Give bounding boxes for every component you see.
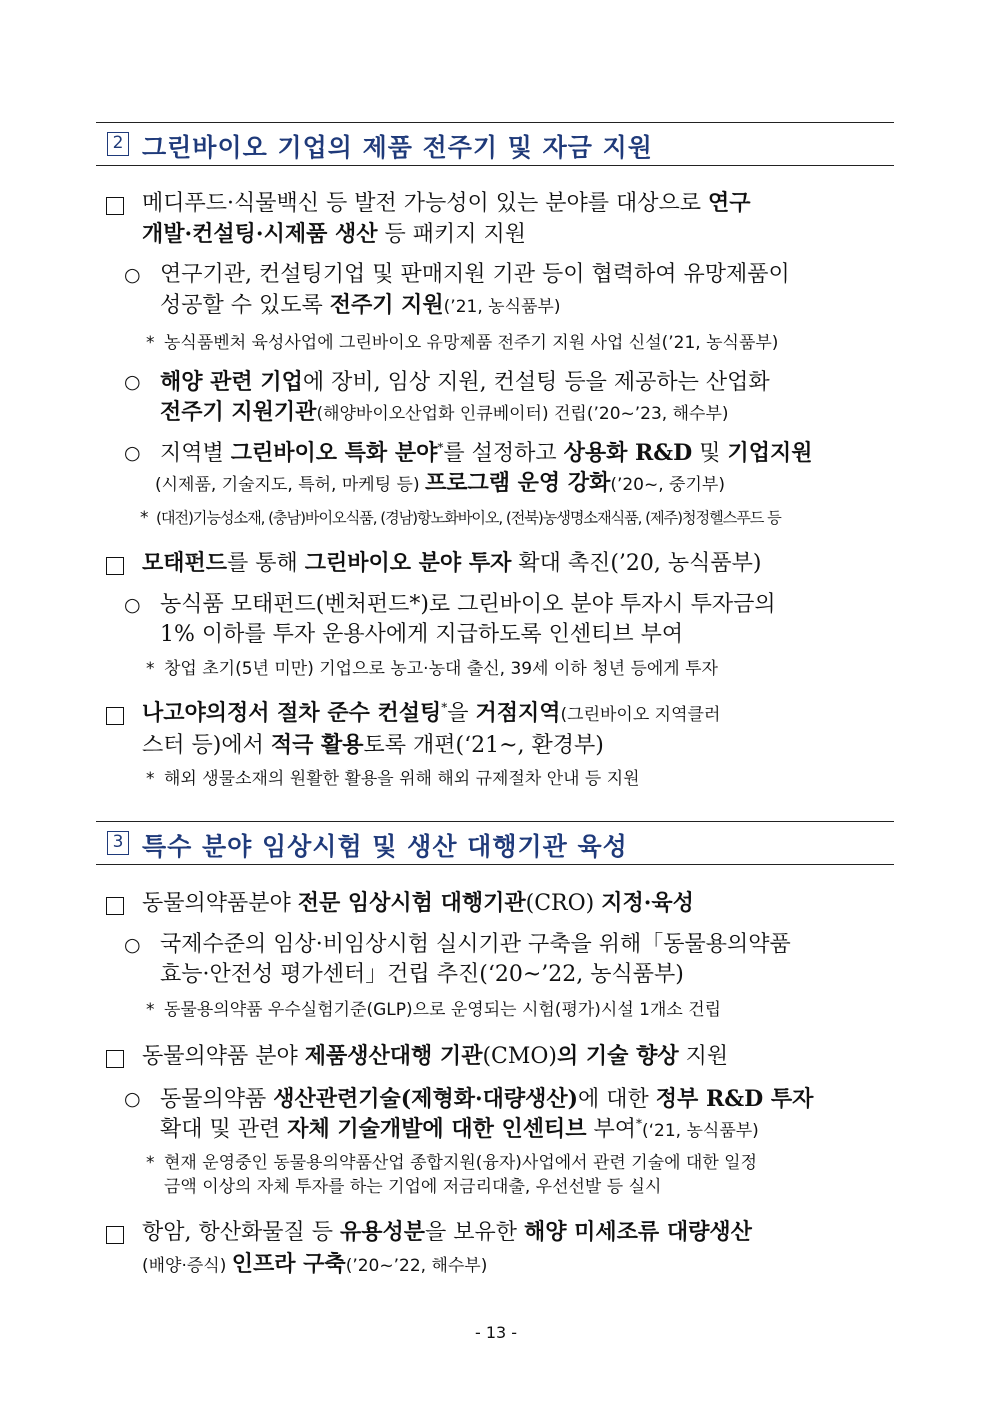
- circle-bullet-icon: ○: [124, 264, 141, 286]
- text: 에 대한: [578, 1087, 656, 1112]
- paragraph-line: [160, 590, 776, 620]
- section-2-header: [96, 122, 894, 166]
- text: 메디푸드·식물백신 등 발전 가능성이 있는 분야를 대상으로: [142, 191, 708, 216]
- text: 을 보유한: [425, 1220, 525, 1245]
- text: 토록 개편(‘21~, 환경부): [363, 733, 604, 758]
- paragraph-line: [142, 1217, 752, 1248]
- text: 동물의약품분야: [142, 891, 298, 916]
- paragraph-line: [160, 290, 560, 322]
- text: 확대 및 관련: [160, 1117, 288, 1142]
- paragraph-line: [160, 367, 770, 398]
- asterisk-icon: *: [146, 333, 155, 353]
- paragraph-line: [142, 1249, 487, 1281]
- text: (’20~, 중기부): [610, 475, 725, 495]
- paragraph-line: [155, 468, 725, 500]
- paragraph-line: [160, 620, 683, 650]
- emphasis: 나고야의정서 절차 준수 컨설팅: [142, 700, 442, 726]
- emphasis: 그린바이오 분야 투자: [304, 550, 512, 576]
- section-number-box: 3: [107, 831, 129, 855]
- circle-bullet-icon: ○: [124, 371, 141, 393]
- footnote: 해외 생물소재의 원활한 활용을 위해 해외 규제절차 안내 등 지원: [164, 769, 640, 789]
- text: 동물의약품 분야: [142, 1044, 305, 1069]
- square-bullet-icon: [106, 1050, 124, 1068]
- text: 를 통해: [227, 551, 305, 576]
- text: 에 장비, 임상 지원, 컨설팅 등을 제공하는 산업화: [302, 370, 770, 395]
- paragraph-line: [142, 888, 694, 919]
- text: 항암, 항산화물질 등: [142, 1220, 340, 1245]
- paragraph-line: [142, 730, 604, 761]
- text: (’21, 농식품부): [443, 297, 561, 317]
- emphasis: 거점지역: [475, 700, 561, 726]
- emphasis: 적극 활용: [270, 732, 364, 758]
- text: (CMO): [482, 1044, 558, 1069]
- text: (그린바이오 지역클러: [560, 705, 721, 725]
- text: 농식품 모태펀드(벤처펀드*)로 그린바이오 분야 투자시 투자금의: [160, 592, 776, 617]
- asterisk-icon: *: [146, 659, 155, 679]
- text: (배양·증식): [142, 1256, 232, 1276]
- emphasis: 인프라 구축: [231, 1251, 346, 1277]
- text: 부여: [586, 1117, 637, 1142]
- asterisk-icon: *: [636, 1116, 643, 1131]
- emphasis: 정부 R&D 투자: [655, 1086, 814, 1112]
- paragraph-line: [160, 1114, 759, 1146]
- text: (’20~’22, 해수부): [345, 1256, 488, 1276]
- footnote: 금액 이상의 자체 투자를 하는 기업에 저금리대출, 우선선발 등 실시: [164, 1177, 662, 1197]
- paragraph-line: [160, 260, 790, 290]
- text: 등 패키지 지원: [377, 222, 526, 247]
- circle-bullet-icon: ○: [124, 442, 141, 464]
- paragraph-line: [142, 1041, 728, 1072]
- paragraph-line: [142, 698, 720, 730]
- emphasis: 전문 임상시험 대행기관: [297, 890, 526, 916]
- emphasis: 개발·컨설팅·시제품 생산: [142, 221, 378, 247]
- emphasis: 연구: [708, 190, 751, 216]
- square-bullet-icon: [106, 707, 124, 725]
- emphasis: 해양 미세조류 대량생산: [524, 1219, 752, 1245]
- text: (CRO): [525, 891, 602, 916]
- emphasis: 상용화 R&D: [563, 440, 693, 466]
- footnote: 동물용의약품 우수실험기준(GLP)으로 운영되는 시험(평가)시설 1개소 건립: [164, 1000, 722, 1020]
- square-bullet-icon: [106, 557, 124, 575]
- paragraph-line: [142, 188, 751, 219]
- text: (해양바이오산업화 인큐베이터) 건립(’20~’23, 해수부): [316, 404, 729, 424]
- paragraph-line: [142, 219, 526, 250]
- text: (시제품, 기술지도, 특허, 마케팅 등): [155, 475, 425, 495]
- paragraph-line: [160, 960, 684, 990]
- footnote: (대전)기능성소재, (충남)바이오식품, (경남)항노화바이오, (전북)농생명소재식품, (제주)청정헬스푸드 등: [156, 509, 781, 527]
- page-number: - 13 -: [474, 1323, 518, 1342]
- emphasis: 그린바이오 특화 분야: [230, 440, 438, 466]
- asterisk-icon: *: [146, 1000, 155, 1020]
- section-number-box: 2: [107, 132, 129, 156]
- text: 를 설정하고: [443, 441, 564, 466]
- asterisk-icon: *: [441, 700, 448, 715]
- text: 을: [447, 701, 476, 726]
- paragraph-line: [160, 1084, 813, 1115]
- paragraph-line: [160, 930, 791, 960]
- emphasis: 유용성분: [340, 1219, 426, 1245]
- paragraph-line: [142, 548, 762, 579]
- text: 지역별: [160, 441, 231, 466]
- emphasis: 자체 기술개발에 대한 인센티브: [287, 1116, 587, 1142]
- text: 1% 이하를 투자 운용사에게 지급하도록 인센티브 부여: [160, 622, 684, 647]
- text: 및: [692, 441, 728, 466]
- asterisk-icon: *: [146, 769, 155, 789]
- text: 연구기관, 컨설팅기업 및 판매지원 기관 등이 협력하여 유망제품이: [160, 262, 790, 287]
- emphasis: 모태펀드: [142, 550, 228, 576]
- footnote: 농식품벤처 육성사업에 그린바이오 유망제품 전주기 지원 사업 신설(’21, 농식품부): [164, 333, 779, 353]
- square-bullet-icon: [106, 1226, 124, 1244]
- circle-bullet-icon: ○: [124, 594, 141, 616]
- footnote: 현재 운영중인 동물용의약품산업 종합지원(융자)사업에서 관련 기술에 대한 일정: [164, 1153, 758, 1173]
- text: 국제수준의 임상·비임상시험 실시기관 구축을 위해「동물용의약품: [160, 932, 791, 957]
- emphasis: 생산관련기술(제형화·대량생산): [273, 1086, 579, 1112]
- emphasis: 기업지원: [727, 440, 813, 466]
- text: 스터 등)에서: [142, 733, 271, 758]
- circle-bullet-icon: ○: [124, 934, 141, 956]
- section-title: 특수 분야 임상시험 및 생산 대행기관 육성: [142, 832, 628, 861]
- emphasis: 해양 관련 기업: [160, 369, 303, 395]
- emphasis: 제품생산대행 기관: [304, 1043, 483, 1069]
- asterisk-icon: *: [140, 508, 149, 528]
- emphasis: 전주기 지원: [329, 292, 444, 318]
- emphasis: 프로그램 운영 강화: [424, 470, 611, 496]
- square-bullet-icon: [106, 897, 124, 915]
- square-bullet-icon: [106, 197, 124, 215]
- text: 지원: [678, 1044, 729, 1069]
- asterisk-icon: *: [437, 440, 444, 455]
- asterisk-icon: *: [146, 1153, 155, 1173]
- text: 효능·안전성 평가센터」건립 추진(‘20~’22, 농식품부): [160, 962, 684, 987]
- section-3-header: [96, 821, 894, 865]
- section-title: 그린바이오 기업의 제품 전주기 및 자금 지원: [142, 133, 653, 162]
- emphasis: 지정·육성: [601, 890, 694, 916]
- text: 성공할 수 있도록: [160, 293, 330, 318]
- footnote: 창업 초기(5년 미만) 기업으로 농고·농대 출신, 39세 이하 청년 등에게 투자: [164, 659, 718, 679]
- text: 동물의약품: [160, 1087, 274, 1112]
- text: 확대 촉진(’20, 농식품부): [511, 551, 762, 576]
- text: (‘21, 농식품부): [642, 1121, 759, 1141]
- paragraph-line: [160, 397, 729, 429]
- emphasis: 전주기 지원기관: [160, 399, 317, 425]
- paragraph-line: [160, 438, 813, 469]
- circle-bullet-icon: ○: [124, 1088, 141, 1110]
- emphasis: 의 기술 향상: [557, 1043, 679, 1069]
